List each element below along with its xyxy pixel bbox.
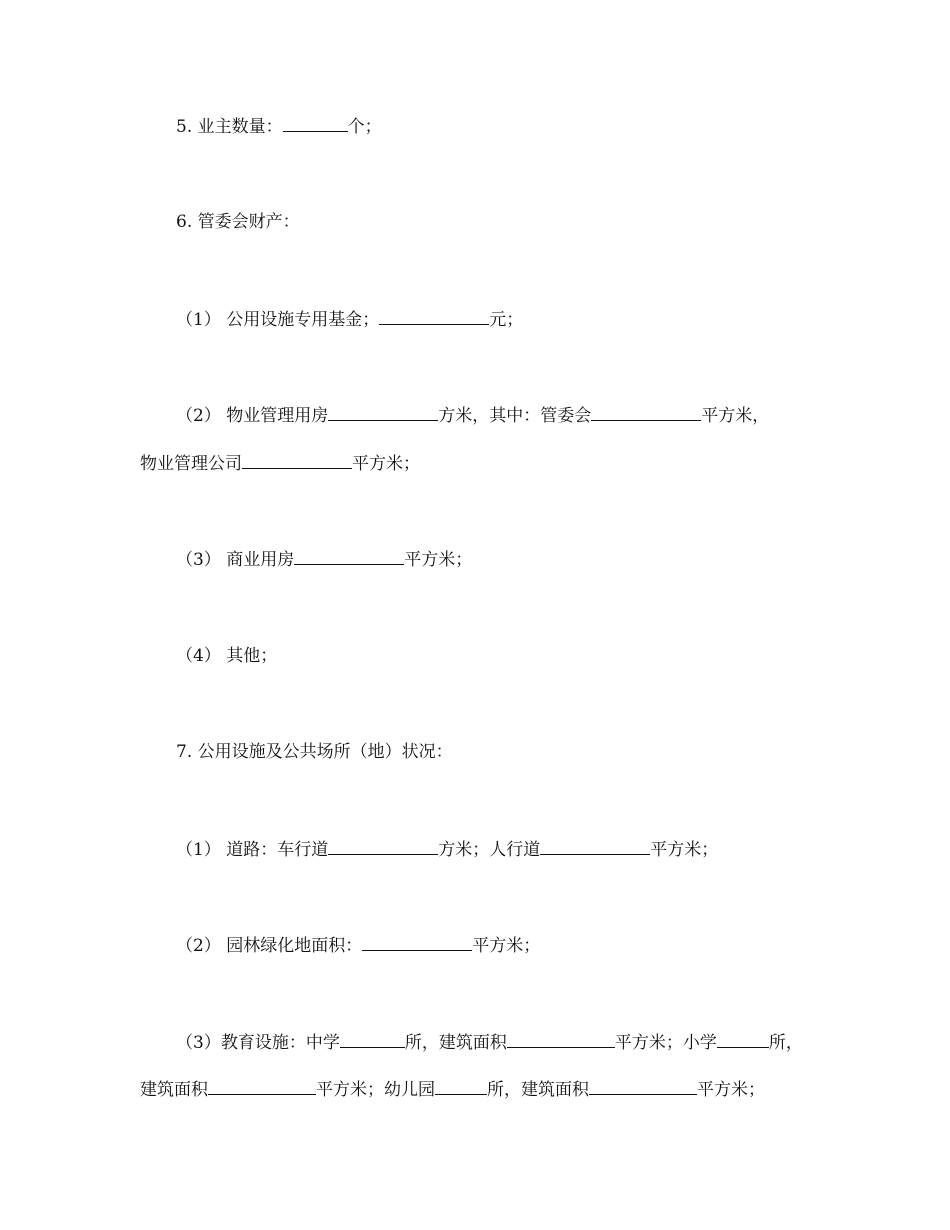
education-t1: 所，建筑面积 (404, 1033, 507, 1053)
roads-unit1: 方米；人行道 (438, 840, 541, 860)
education-t3: 所， (768, 1033, 803, 1053)
education-t2: 平方米；小学 (614, 1033, 717, 1053)
mgmt-company-area-field[interactable] (242, 451, 352, 469)
owner-count-field[interactable] (283, 114, 348, 132)
commercial-label: （3） 商业用房 (176, 550, 295, 570)
facilities-heading-text: 7. 公用设施及公共场所（地）状况： (176, 742, 453, 762)
owner-count-unit: 个； (347, 117, 382, 137)
education-t4: 建筑面积 (140, 1080, 208, 1100)
fund-amount-field[interactable] (379, 307, 489, 325)
committee-area-field[interactable] (591, 403, 701, 421)
item-education (176, 1030, 803, 1054)
commercial-unit: 平方米； (404, 550, 473, 570)
primary-school-count-field[interactable] (717, 1030, 769, 1048)
fund-unit: 元； (489, 310, 524, 330)
property-heading (176, 210, 300, 234)
item-roads (176, 837, 718, 861)
vehicle-road-field[interactable] (328, 837, 438, 855)
green-area-field[interactable] (362, 933, 472, 951)
mgmt-house-area-field[interactable] (328, 403, 438, 421)
item-education-cont (140, 1077, 765, 1101)
middle-school-area-field[interactable] (507, 1030, 615, 1048)
property-heading-text: 6. 管委会财产： (176, 212, 300, 232)
fund-label: （1） 公用设施专用基金； (176, 310, 380, 330)
green-unit: 平方米； (472, 936, 541, 956)
mgmt-house-unit3: 平方米； (352, 454, 420, 474)
green-label: （2） 园林绿化地面积： (176, 936, 363, 956)
owner-count-label: 5. 业主数量： (176, 117, 283, 137)
item-mgmt-house (176, 403, 769, 427)
primary-school-area-field[interactable] (208, 1077, 316, 1095)
item-green (176, 933, 540, 957)
facilities-heading (176, 740, 453, 764)
middle-school-count-field[interactable] (340, 1030, 405, 1048)
kindergarten-area-field[interactable] (589, 1077, 697, 1095)
other-text: （4） 其他； (176, 646, 278, 666)
item-fund (176, 307, 523, 331)
mgmt-house-label: （2） 物业管理用房 (176, 406, 329, 426)
mgmt-house-unit2: 平方米， (701, 406, 770, 426)
sidewalk-field[interactable] (540, 837, 650, 855)
item-other (176, 644, 277, 668)
item-mgmt-house-cont (140, 451, 420, 475)
item-commercial (176, 547, 472, 571)
education-t7: 平方米； (697, 1080, 765, 1100)
roads-unit2: 平方米； (650, 840, 719, 860)
commercial-area-field[interactable] (294, 547, 404, 565)
education-label: （3）教育设施：中学 (176, 1033, 340, 1053)
mgmt-company-label: 物业管理公司 (140, 454, 242, 474)
education-t5: 平方米；幼儿园 (316, 1080, 435, 1100)
item-owner-count (176, 114, 382, 138)
mgmt-house-unit1: 方米，其中：管委会 (438, 406, 592, 426)
roads-label: （1） 道路：车行道 (176, 840, 329, 860)
education-t6: 所，建筑面积 (487, 1080, 589, 1100)
kindergarten-count-field[interactable] (435, 1077, 487, 1095)
